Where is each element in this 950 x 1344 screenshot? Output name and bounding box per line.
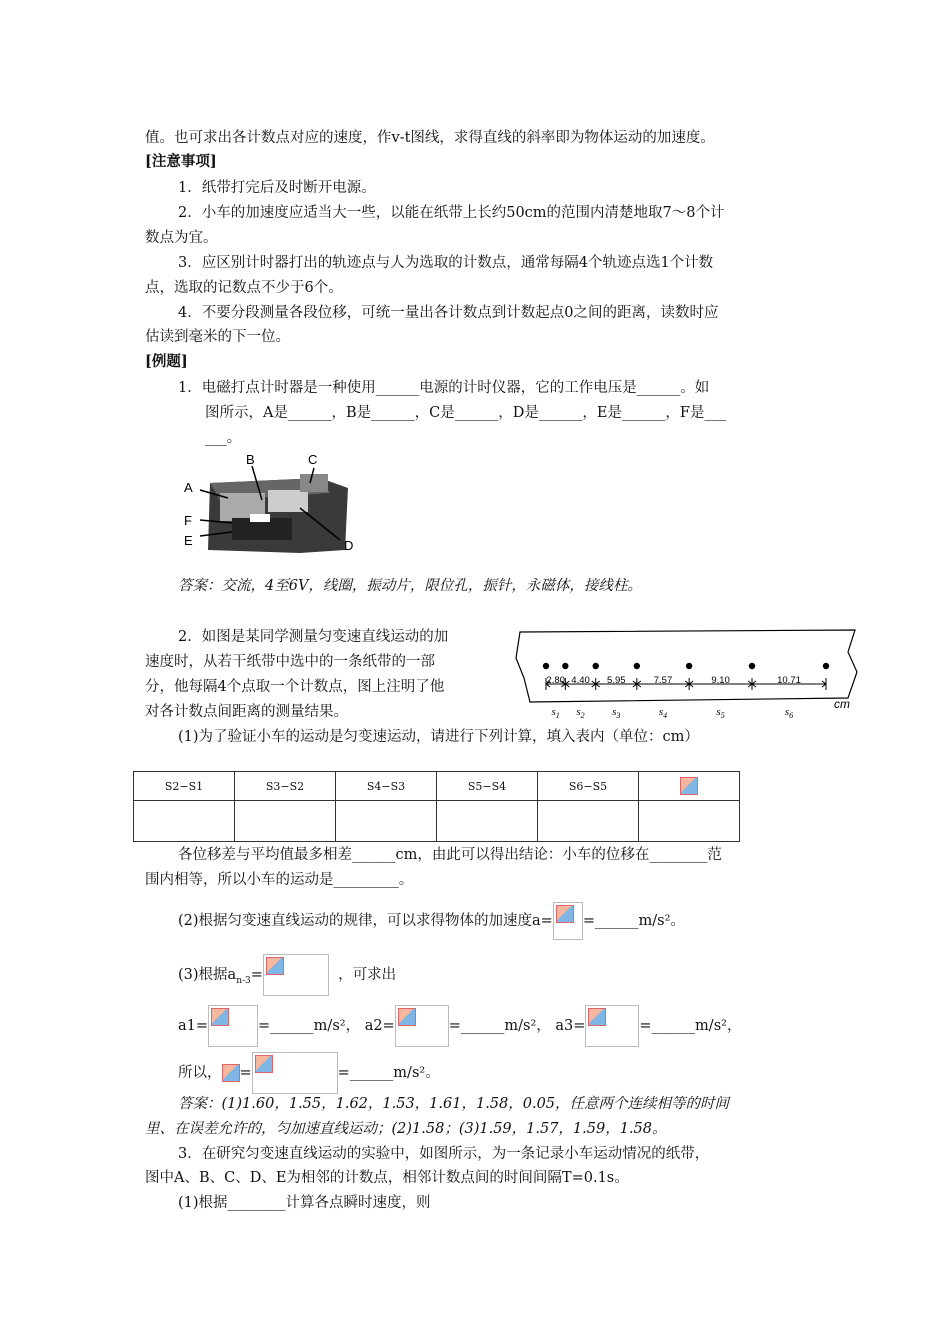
count-point xyxy=(543,663,549,669)
q2-part3: (3)根据$a_{n-3}=$ ，可求出 xyxy=(178,954,396,996)
header-s5-s4: S5−S4 xyxy=(437,772,538,801)
a3-blank: =______m/s²， xyxy=(639,1018,742,1034)
header-s4-s3: S4−S3 xyxy=(336,772,437,801)
count-point xyxy=(749,663,755,669)
formula-frame xyxy=(553,902,583,940)
q3-part1: (1)根据________计算各点瞬时速度，则 xyxy=(178,1195,431,1211)
a1-blank: =______m/s²， xyxy=(258,1018,361,1034)
q2-line4: 对各计数点间距离的测量结果。 xyxy=(145,704,348,720)
header-s3-s2: S3−S2 xyxy=(235,772,336,801)
examples-heading: [例题] xyxy=(145,353,188,370)
count-point xyxy=(562,663,568,669)
label-d: D xyxy=(344,538,354,553)
count-point xyxy=(823,663,829,669)
header-s6-s5: S6−S5 xyxy=(538,772,639,801)
so-label: 所以， xyxy=(178,1065,222,1081)
difference-table xyxy=(133,771,740,842)
count-point xyxy=(593,663,599,669)
q2-part3-sub: n-3 xyxy=(236,975,251,986)
a3-label: a3= xyxy=(555,1018,586,1034)
segment-value: 4.40 xyxy=(571,675,590,686)
q2-part1b-line1: 各位移差与平均值最多相差______cm，由此可以得出结论：小车的位移在________范 xyxy=(178,847,722,863)
so-line: 所以， = =______m/s²。 xyxy=(178,1052,440,1094)
segment-label: $s_3$ xyxy=(612,706,621,720)
a-values-line xyxy=(178,1005,741,1047)
a2-blank: =______m/s²， xyxy=(448,1018,551,1034)
segment-label: $s_6$ xyxy=(784,706,794,720)
q2-part3-post: ，可求出 xyxy=(338,967,397,983)
cell-2[interactable] xyxy=(235,801,336,842)
q2-part1: (1)为了验证小车的运动是匀变速运动，请进行下列计算，填入表内（单位：cm） xyxy=(178,729,699,745)
formula-frame xyxy=(263,954,329,996)
label-a: A xyxy=(184,480,193,495)
segment-label: $s_5$ xyxy=(716,706,725,720)
header-s2-s1: S2−S1 xyxy=(134,772,235,801)
q2-line3: 分，他每隔4个点取一个计数点，图上注明了他 xyxy=(145,679,445,695)
formula-frame xyxy=(208,1005,258,1047)
count-point xyxy=(686,663,692,669)
note-4-line1: 4．不要分段测量各段位移，可统一量出各计数点到计数起点0之间的距离，读数时应 xyxy=(178,305,719,321)
note-2-line1: 2．小车的加速度应适当大一些，以能在纸带上长约50cm的范围内清楚地取7～8个计 xyxy=(178,205,725,221)
q2-part3-pre: (3)根据a xyxy=(178,967,237,983)
notes-heading: [注意事项] xyxy=(145,153,217,170)
note-1: 1．纸带打完后及时断开电源。 xyxy=(178,180,376,196)
q1-line3: ___。 xyxy=(205,430,242,446)
formula-image-icon xyxy=(398,1008,416,1026)
segment-label: $s_2$ xyxy=(576,706,585,720)
cell-4[interactable] xyxy=(437,801,538,842)
q1-answer: 答案：交流，4至6V，线圈，振动片，限位孔，振针，永磁体，接线柱。 xyxy=(178,578,642,594)
note-3-line1: 3．应区别计时器打出的轨迹点与人为选取的计数点，通常每隔4个轨迹点选1个计数 xyxy=(178,255,714,271)
formula-image-icon xyxy=(680,777,698,795)
a2-label: a2= xyxy=(364,1018,395,1034)
segment-label: $s_1$ xyxy=(551,706,560,720)
formula-image-icon xyxy=(211,1008,229,1026)
formula-frame xyxy=(252,1052,338,1094)
segment-label: $s_4$ xyxy=(658,706,668,720)
q2-part2-pre: (2)根据匀变速直线运动的规律，可以求得物体的加速度a= xyxy=(178,913,553,929)
q1-line2: 图所示，A是______，B是______，C是______，D是______，E是______，F是___ xyxy=(205,405,727,421)
q1-line1: 1．电磁打点计时器是一种使用______电源的计时仪器，它的工作电压是______。如 xyxy=(178,380,710,396)
cell-1[interactable] xyxy=(134,801,235,842)
formula-frame xyxy=(395,1005,449,1047)
segment-value: 2.80 xyxy=(546,675,565,686)
segment-value: 5.95 xyxy=(607,675,626,686)
unit-label: cm xyxy=(834,697,850,711)
formula-image-icon xyxy=(556,905,574,923)
cell-5[interactable] xyxy=(538,801,639,842)
q2-answer-line2: 里、在误差允许的，匀加速直线运动；(2)1.58；(3)1.59，1.57，1.59，1.58。 xyxy=(145,1121,667,1137)
formula-image-icon xyxy=(266,957,284,975)
q2-line2: 速度时，从若干纸带中选中的一条纸带的一部 xyxy=(145,654,435,670)
q3-line1: 3．在研究匀变速直线运动的实验中，如图所示，为一条记录小车运动情况的纸带， xyxy=(178,1146,710,1162)
cell-3[interactable] xyxy=(336,801,437,842)
count-point xyxy=(634,663,640,669)
a1-label: a1= xyxy=(178,1018,209,1034)
q3-line2: 图中A、B、C、D、E为相邻的计数点，相邻计数点间的时间间隔T=0.1s。 xyxy=(145,1170,629,1186)
segment-value: 9.10 xyxy=(711,675,730,686)
formula-image-icon xyxy=(255,1055,273,1073)
q2-part2 xyxy=(178,902,685,940)
cell-6[interactable] xyxy=(639,801,740,842)
intro-text: 值。也可求出各计数点对应的速度，作v-t图线，求得直线的斜率即为物体运动的加速度。 xyxy=(145,130,715,146)
segment-value: 10.71 xyxy=(777,675,801,686)
label-b: B xyxy=(246,452,255,467)
note-2-line2: 数点为宜。 xyxy=(145,230,218,246)
formula-frame xyxy=(585,1005,639,1047)
header-average-image xyxy=(639,772,740,801)
abar-image-icon xyxy=(222,1064,240,1082)
formula-image-icon xyxy=(588,1008,606,1026)
q2-line1: 2．如图是某同学测量匀变速直线运动的加 xyxy=(178,629,449,645)
label-f: F xyxy=(184,513,192,528)
timer-photo xyxy=(180,448,365,560)
label-e: E xyxy=(184,533,193,548)
q2-part1b-line2: 围内相等，所以小车的运动是_________。 xyxy=(145,872,414,888)
note-4-line2: 估读到毫米的下一位。 xyxy=(145,329,290,345)
label-c: C xyxy=(308,452,318,467)
segment-value: 7.57 xyxy=(653,675,673,686)
q2-part2-post: =______m/s²。 xyxy=(582,913,685,929)
paper-tape-figure xyxy=(510,626,860,722)
so-blank: =______m/s²。 xyxy=(337,1065,440,1081)
q2-answer-line1: 答案：(1)1.60，1.55，1.62，1.53，1.61，1.58，0.05，任意两个连续相等的时间 xyxy=(178,1096,730,1112)
note-3-line2: 点，选取的记数点不少于6个。 xyxy=(145,280,343,296)
